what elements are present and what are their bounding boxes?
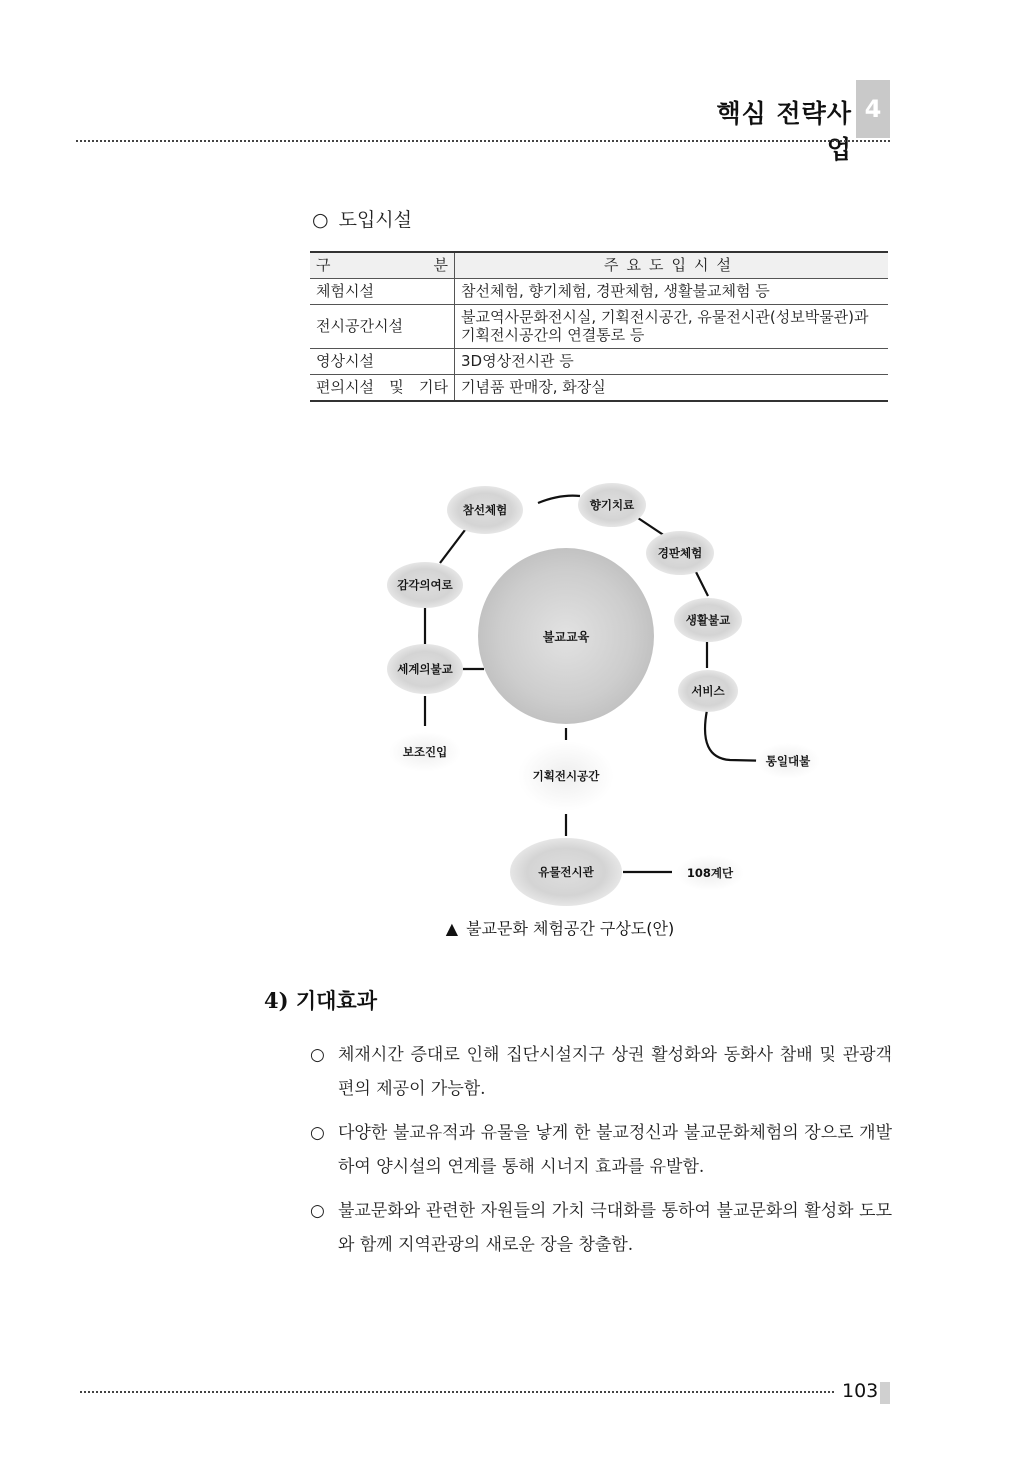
table-row: [310, 304, 888, 349]
effects-heading: 4) 기대효과: [264, 988, 378, 1013]
section-number-tab: 4: [856, 80, 890, 138]
list-item: [310, 1038, 892, 1106]
effect-text: 체재시간 증대로 인해 집단시설지구 상권 활성화와 동화사 참배 및 관광객 편의 제공이 가능함.: [338, 1045, 892, 1099]
concept-diagram: [380, 478, 840, 918]
effect-text: 불교문화와 관련한 자원들의 가치 극대화를 통하여 불교문화의 활성화 도모와 함께 지역관광의 새로운 장을 창출함.: [338, 1201, 892, 1255]
facilities-table: [310, 251, 888, 402]
center-label: 불교교육: [542, 630, 590, 644]
triangle-up-icon: ▲: [445, 919, 459, 938]
facilities-heading: [312, 205, 412, 232]
page-edge-tab: [880, 1382, 890, 1404]
node-label: 108계단: [686, 866, 734, 880]
section-title: 핵심 전략사업: [716, 99, 852, 164]
header-divider: [76, 140, 890, 142]
table-row: [310, 278, 888, 304]
bullet-circle-icon: ○: [310, 1123, 325, 1143]
node-label: 세계의불교: [397, 662, 453, 676]
bullet-circle-icon: ○: [310, 1201, 325, 1221]
table-cell-items: 참선체험, 향기체험, 경판체험, 생활불교체험 등: [455, 278, 889, 304]
table-cell-category: 영상시설: [310, 349, 455, 375]
table-cell-category: 체험시설: [310, 278, 455, 304]
list-item: [310, 1194, 892, 1262]
node-label: 통일대불: [765, 754, 811, 768]
bullet-circle-icon: ○: [312, 209, 329, 231]
node-label: 보조진입: [402, 745, 448, 759]
node-label: 경판체험: [657, 546, 703, 560]
list-item: [310, 1116, 892, 1184]
table-cell-items: 불교역사문화전시실, 기획전시공간, 유물전시관(성보박물관)과 기획전시공간의 연결통로 등: [455, 304, 889, 349]
node-label: 감각의여로: [397, 578, 453, 592]
effect-text: 다양한 불교유적과 유물을 낳게 한 불교정신과 불교문화체험의 장으로 개발하여 양시설의 연계를 통해 시너지 효과를 유발함.: [338, 1123, 892, 1177]
node-label: 서비스: [691, 684, 725, 698]
table-cell-items: 기념품 판매장, 화장실: [455, 374, 889, 400]
node-label: 생활불교: [685, 613, 731, 627]
diagram-caption-text: 불교문화 체험공간 구상도(안): [466, 919, 675, 938]
diagram-caption: [300, 916, 820, 939]
node-label: 참선체험: [462, 503, 508, 517]
bullet-circle-icon: ○: [310, 1045, 325, 1065]
node-label: 유물전시관: [538, 865, 594, 879]
node-label: 향기치료: [589, 498, 635, 512]
table-cell-items: 3D영상전시관 등: [455, 349, 889, 375]
effects-list: [310, 1038, 892, 1272]
footer-divider: [80, 1391, 834, 1393]
connector-line: [440, 526, 468, 563]
connector-line: [538, 496, 580, 503]
table-row: [310, 374, 888, 400]
table-cell-category: 전시공간시설: [310, 304, 455, 349]
table-header-items: 주요도입시설: [455, 252, 889, 278]
table-cell-category: 편의시설 및 기타: [310, 374, 455, 400]
page-number: 103: [842, 1380, 879, 1402]
facilities-heading-text: 도입시설: [338, 209, 413, 231]
table-header-category: 구 분: [310, 252, 455, 278]
table-header-row: [310, 252, 888, 278]
connector-line: [695, 570, 708, 596]
node-label: 기획전시공간: [532, 769, 600, 783]
connector-line: [638, 518, 665, 536]
table-row: [310, 349, 888, 375]
